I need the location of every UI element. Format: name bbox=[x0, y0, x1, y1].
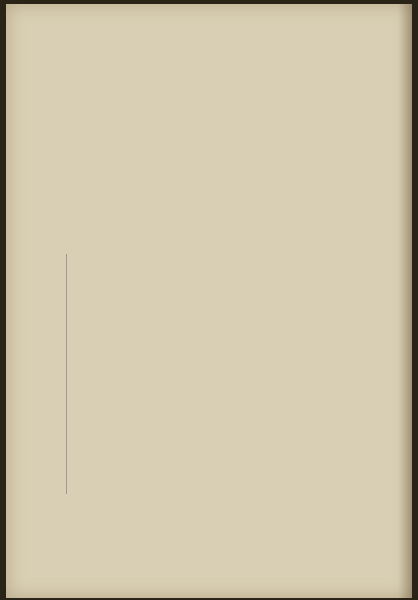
subsection-heading bbox=[6, 56, 412, 65]
section-heading bbox=[6, 43, 412, 52]
document-page bbox=[6, 4, 412, 598]
margin-pencil-line bbox=[66, 254, 67, 494]
paper-edge-shading bbox=[398, 4, 412, 598]
document-text bbox=[6, 38, 412, 70]
